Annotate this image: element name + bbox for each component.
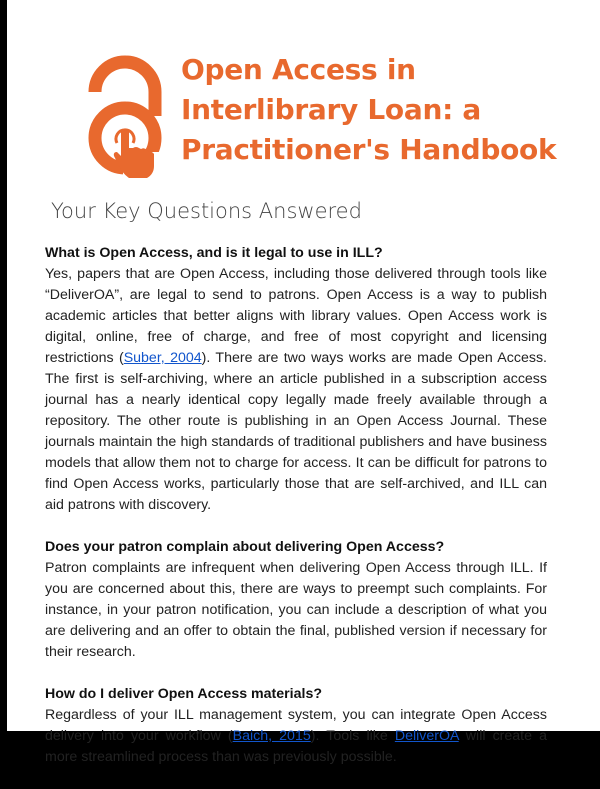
answer-text: will create a more streamlined process than was previously possible.	[45, 728, 547, 765]
faq-section-legality	[45, 243, 547, 516]
answer-text: Yes, papers that are Open Access, including those delivered through tools like “DeliverOA”, are legal to send to patrons. Open Access is a way to publish academic articles that better aligns with library values. Open Access work is digital, online, free of charge, and free of most copyright and licensing restrictions (	[45, 266, 547, 366]
citation-link-suber-2004[interactable]: Suber, 2004	[123, 350, 202, 366]
faq-question: How do I deliver Open Access materials?	[45, 686, 323, 702]
faq-question: Does your patron complain about delivering Open Access?	[45, 539, 445, 555]
title-line-2: Interlibrary Loan: a	[181, 93, 482, 126]
faq-section-complaints	[45, 537, 547, 663]
faq-answer	[45, 705, 547, 768]
faq-section-delivery	[45, 684, 547, 768]
faq-answer	[45, 264, 547, 516]
answer-text: ). There are two ways works are made Open Access. The first is self-archiving, where an article published in a subscription access journal has a nearly identical copy legally made freely available through a repository. The other route is publishing in an Open Access Journal. These journals maintain the high standards of traditional publishers and have business models that allow them not to charge for access. It can be difficult for patrons to find Open Access works, particularly those that are self-archived, and ILL can aid patrons with discovery.	[45, 350, 547, 513]
section-heading: Your Key Questions Answered	[51, 199, 362, 223]
document-page	[7, 0, 600, 765]
answer-text: Regardless of your ILL management system, you can integrate Open Access delivery into your workflow (	[45, 707, 547, 744]
title-line-3: Practitioner's Handbook	[181, 133, 557, 166]
citation-link-baich-2015[interactable]: Baich, 2015	[232, 728, 311, 744]
faq-content	[45, 243, 547, 789]
open-access-lock-icon	[81, 48, 169, 180]
answer-text: ). Tools like	[310, 728, 395, 744]
faq-question: What is Open Access, and is it legal to use in ILL?	[45, 245, 383, 261]
document-title	[181, 50, 581, 170]
faq-answer: Patron complaints are infrequent when delivering Open Access through ILL. If you are concerned about this, there are ways to preempt such complaints. For instance, in your patron notification, you can include a description of what you are delivering and an offer to obtain the final, published version if necessary for their research.	[45, 560, 547, 660]
deliveroa-link[interactable]: DeliverOA	[394, 728, 459, 744]
title-line-1: Open Access in	[181, 53, 416, 86]
